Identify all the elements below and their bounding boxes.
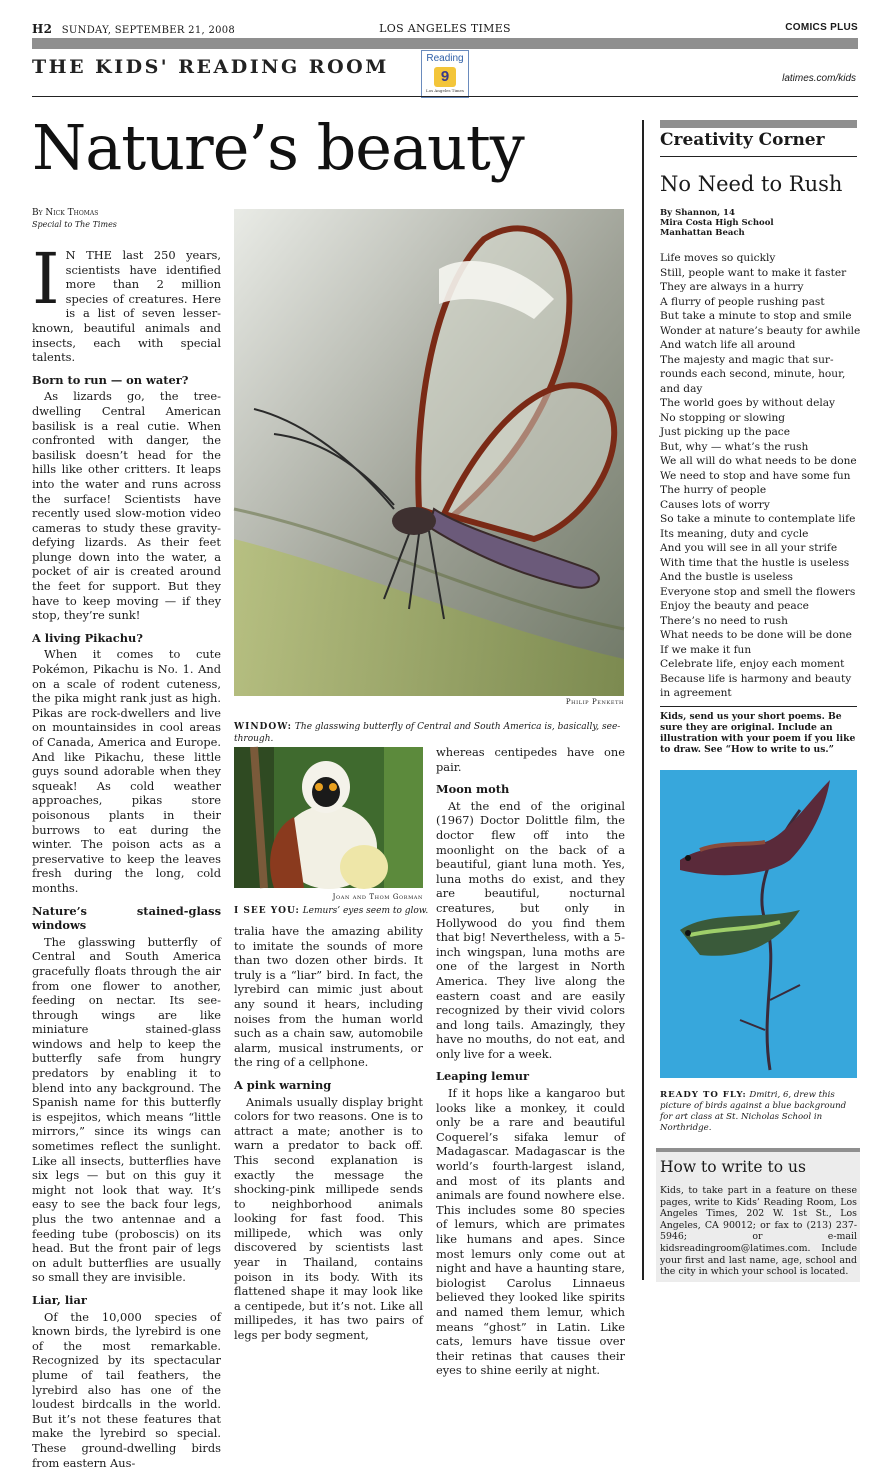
caption-text: The glasswing butterfly of Central and South America is, basically, see-through. <box>234 722 621 744</box>
section-paragraph: If it hops like a kangaroo but looks like a monkey, it could only be a rare and beautiful Coquerel’s sifaka lemur of Madagascar. Madagascar is the world’s fourth-largest island, and most of its plants and animals are found nowhere else. This includes some 80 species of lemurs, which are primates like humans and apes. Since most lemurs only come out at night and have a haunting stare, biologist Carolus Linnaeus believed they looked like spirits and named them lemur, which means “ghost” in Latin. Like cats, lemurs have tissue over their retinas that causes their eyes to shine eerily at night. <box>436 1086 625 1378</box>
poem-line: and day <box>660 382 703 395</box>
poem-line: The hurry of people <box>660 484 767 496</box>
kids-drawing <box>660 770 857 1078</box>
poem-line: But, why — what’s the rush <box>660 440 809 453</box>
caption-text: Lemurs’ eyes seem to glow. <box>302 906 429 916</box>
section-title: THE KIDS' READING ROOM <box>32 56 389 78</box>
poem-line: Wonder at nature’s beauty for awhile <box>660 324 861 337</box>
poem-line: With time that the hustle is useless <box>660 556 850 569</box>
section-paragraph: When it comes to cute Pokémon, Pikachu is No. 1. And on a scale of rodent cuteness, the pika might rank just as high. Pikas are rock-dwellers and live on mountainsides in cool areas of Canada, America and Europe. And like Pikachu, these little guys sound adorable when they squeak! As cold weather approaches, pikas store poisonous plants in their burrows to eat during the winter. The poison acts as a preservative to keep the leaves fresh during the long, cold months. <box>32 647 221 895</box>
poem-line: Celebrate life, enjoy each moment <box>660 658 845 670</box>
logo-bottom-text: Los Angeles Times <box>426 88 464 93</box>
section-paragraph: At the end of the original (1967) Doctor Dolittle film, the doctor flew off into the moonlight on the back of a beautiful, giant luna moth. Yes, luna moths do exist, and they are beautiful, nocturnal creatures, but only in Hollywood do you find them that big! Nevertheless, with a 5-inch wingspan, luna moths are one of the largest in North America. They live along the eastern coast and are easily recognized by their vivid colors and long tails. Amazingly, they have no mouths, do not eat, and only live for a week. <box>436 798 625 1061</box>
poem-line: There’s no need to rush <box>660 614 788 627</box>
section-heading: Leaping lemur <box>436 1069 530 1084</box>
caption-text: Dmitri, 6, drew this picture of birds against a blue background for art class at St. Nicholas School in Northridge. <box>660 1090 847 1133</box>
section-heading: A living Pikachu? <box>32 630 143 645</box>
section-heading: Moon moth <box>436 782 510 797</box>
birds-drawing-image <box>660 770 857 1078</box>
folio-date: SUNDAY, SEPTEMBER 21, 2008 <box>61 25 236 36</box>
poem-line: Enjoy the beauty and peace <box>660 600 809 612</box>
poem-line: Just picking up the pace <box>660 426 791 438</box>
poem-line: We need to stop and have some fun <box>660 469 851 482</box>
drop-cap: I <box>32 238 60 320</box>
caption-label: I SEE YOU: <box>234 906 300 916</box>
poem-line: Its meaning, duty and cycle <box>660 527 809 540</box>
creativity-corner-title: Creativity Corner <box>660 130 825 150</box>
butterfly-photo <box>234 209 624 696</box>
poem-line: The majesty and magic that sur- <box>660 353 834 366</box>
lemur-photo-credit: Joan and Thom Gorman <box>332 893 423 901</box>
poem-line: And watch life all around <box>660 339 796 351</box>
caption-label: WINDOW: <box>234 722 293 732</box>
lemur-caption <box>234 905 429 917</box>
section-paragraph: tralia have the amazing ability to imitate the sounds of more than two dozen other birds. It truly is a “liar” bird. In fact, the lyrebird can mimic just about any sound it hears, including noises from the human world such as a chain saw, automobile alarm, musical instruments, or the ring of a cellphone. <box>234 924 423 1070</box>
submission-note: Kids, send us your short poems. Be sure they are original. Include an illustration with your poem if you like to draw. See “How to write to us.” <box>660 711 856 755</box>
folio-section: COMICS PLUS <box>785 22 858 33</box>
how-box-top-rule <box>656 1148 860 1152</box>
section-paragraph: Of the 10,000 species of known birds, the lyrebird is one of the most remarkable. Recognized by its spectacular plume of tail feathers, the lyrebird also has one of the loudest birdcalls in the world. But it’s not these features that make the lyrebird so special. These ground-dwelling birds from eastern Aus- <box>32 1309 221 1470</box>
section-heading: A pink warning <box>234 1077 332 1092</box>
byline-affiliation: Special to The Times <box>32 220 117 229</box>
poem-line: No stopping or slowing <box>660 411 786 424</box>
poem-line: The world goes by without delay <box>660 397 836 409</box>
section-heading: Liar, liar <box>32 1292 87 1307</box>
section-paragraph: Animals usually display bright colors for two reasons. One is to attract a mate; another is to warn a predator to back off. This second explanation is exactly the message the shocking-pink millipede sends to neighborhood animals looking for fast food. This millipede, which was only discovered by scientists last year in Thailand, contains poison in its body. With its flattened shape it may look like a centipede, but it’s not. Like all millipedes, it has two pairs of legs per body segment, <box>234 1094 423 1343</box>
poem-line: We all will do what needs to be done <box>660 455 857 467</box>
glasswing-butterfly-image <box>234 209 624 696</box>
header-grey-rule <box>32 38 858 49</box>
logo-number: 9 <box>434 67 456 87</box>
sidebar-top-bar <box>660 120 857 128</box>
section-paragraph: The glasswing butterfly of Central and South America gracefully floats through the air from one flower to another, feeding on nectar. Its see-through wings are like miniature stained-glass windows and help to keep the butterfly safe from hungry predators by enabling it to blend into any background. The Spanish name for this butterfly is espejitos, which means “little mirrors,” since its wings can sometimes reflect the sunlight. Like all insects, butterflies have six legs — but on this guy it might not look that way. It’s easy to see the back four legs, plus the two antennae and a feeding tube (proboscis) on its head. But the front pair of legs on adult butterflies are usually so small they are invisible. <box>32 934 221 1285</box>
poem-line: Because life is harmony and beauty <box>660 672 852 685</box>
article-column-1 <box>32 238 221 1470</box>
poem-line: Life moves so quickly <box>660 252 776 264</box>
butterfly-photo-credit: Philip Penketh <box>565 698 624 706</box>
drawing-caption <box>660 1090 860 1134</box>
intro-paragraph: I N THE last 250 years, scientists have identified more than 2 million species of creatures. Here is a list of seven lesser-known, beautiful animals and insects, each with special talents. <box>32 238 221 365</box>
folio-line <box>32 22 858 38</box>
poem-line: A flurry of people rushing past <box>660 295 825 308</box>
folio-paper-name: LOS ANGELES TIMES <box>379 22 511 35</box>
logo-top-text: Reading <box>426 53 464 64</box>
poem-line: rounds each second, minute, hour, <box>660 368 846 380</box>
poem-body <box>660 251 860 701</box>
section-paragraph: whereas centipedes have one pair. <box>436 745 625 774</box>
how-to-write-text: Kids, to take part in a feature on these pages, write to Kids’ Reading Room, Los Angeles Times, 202 W. 1st St., Los Angeles, CA 90012; or fax to (213) 237-5946; or e-mail kidsreadingroom@latimes.com. Include your first and last name, age, school and the city in which your school is located. <box>660 1185 857 1278</box>
reading-by-9-logo <box>421 50 469 98</box>
poem-title: No Need to Rush <box>660 172 843 196</box>
poem-bottom-rule <box>660 706 857 707</box>
section-paragraph: As lizards go, the tree-dwelling Central American basilisk is a real cutie. When confronted with danger, the basilisk doesn’t head for the hills like other critters. It leaps into the water and runs across the surface! Scientists have recently used slow-motion video cameras to study these gravity-defying lizards. As their feet plunge down into the water, a pocket of air is created around the feet for support. But they have to keep moving — if they stop, they’re sunk! <box>32 389 221 623</box>
section-heading: Born to run — on water? <box>32 372 189 387</box>
poem-line: And you will see in all your strife <box>660 542 838 554</box>
poem-line: Still, people want to make it faster <box>660 266 847 279</box>
article-column-2 <box>234 924 423 1343</box>
lemur-image <box>234 747 423 888</box>
poem-line: in agreement <box>660 687 732 699</box>
headline: Nature’s beauty <box>32 111 524 184</box>
poem-line: And the bustle is useless <box>660 571 793 583</box>
byline-author: By Nick Thomas <box>32 208 99 218</box>
poem-line: But take a minute to stop and smile <box>660 310 852 322</box>
poem-line: If we make it fun <box>660 643 752 656</box>
article-column-3 <box>436 745 625 1378</box>
poem-line: What needs to be done will be done <box>660 629 852 641</box>
column-divider <box>642 120 644 1280</box>
poem-line: So take a minute to contemplate life <box>660 513 856 525</box>
lemur-photo <box>234 747 423 888</box>
sidebar-title-rule <box>660 156 857 157</box>
poem-line: Causes lots of worry <box>660 498 770 511</box>
header-bottom-rule <box>32 96 858 97</box>
poem-line: Everyone stop and smell the flowers <box>660 585 856 598</box>
poem-line: They are always in a hurry <box>660 281 804 293</box>
byline <box>32 208 117 230</box>
caption-label: READY TO FLY: <box>660 1090 747 1100</box>
poem-author: By Shannon, 14 Mira Costa High School Manhattan Beach <box>660 208 774 238</box>
section-heading: Nature’s stained-glass windows <box>32 903 221 933</box>
butterfly-caption <box>234 721 626 745</box>
page-number: H2 <box>32 22 53 36</box>
how-to-write-title: How to write to us <box>660 1158 806 1176</box>
section-url-link[interactable]: latimes.com/kids <box>782 73 856 84</box>
